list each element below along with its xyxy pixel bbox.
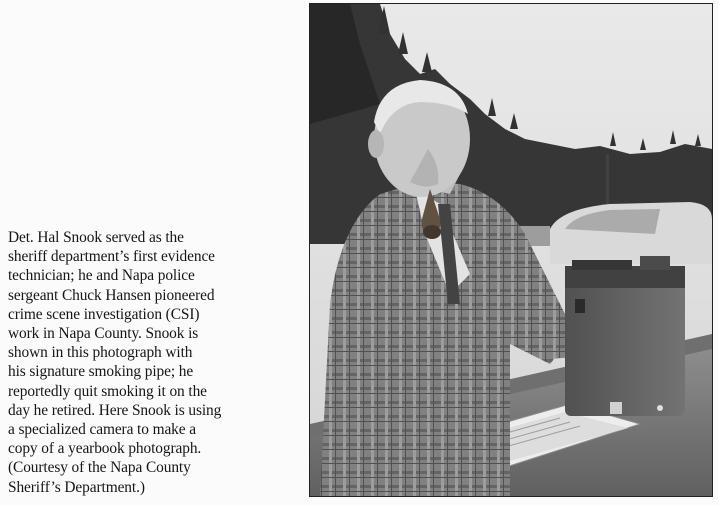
archival-photograph <box>309 3 713 497</box>
photo-caption: Det. Hal Snook served as the sheriff department’s first evidence technician; he and Napa police sergeant Chuck Hansen pioneered crime scene investigation (CSI) work in Napa County. Snook is shown in this photograph with his signature smoking pipe; he reportedly quit smoking it on the day he retired. Here Snook is using a specialized camera to make a copy of a yearbook photograph. (Courtesy of the Napa County Sheriff’s Department.) <box>8 229 222 496</box>
photograph-illustration <box>310 4 712 496</box>
